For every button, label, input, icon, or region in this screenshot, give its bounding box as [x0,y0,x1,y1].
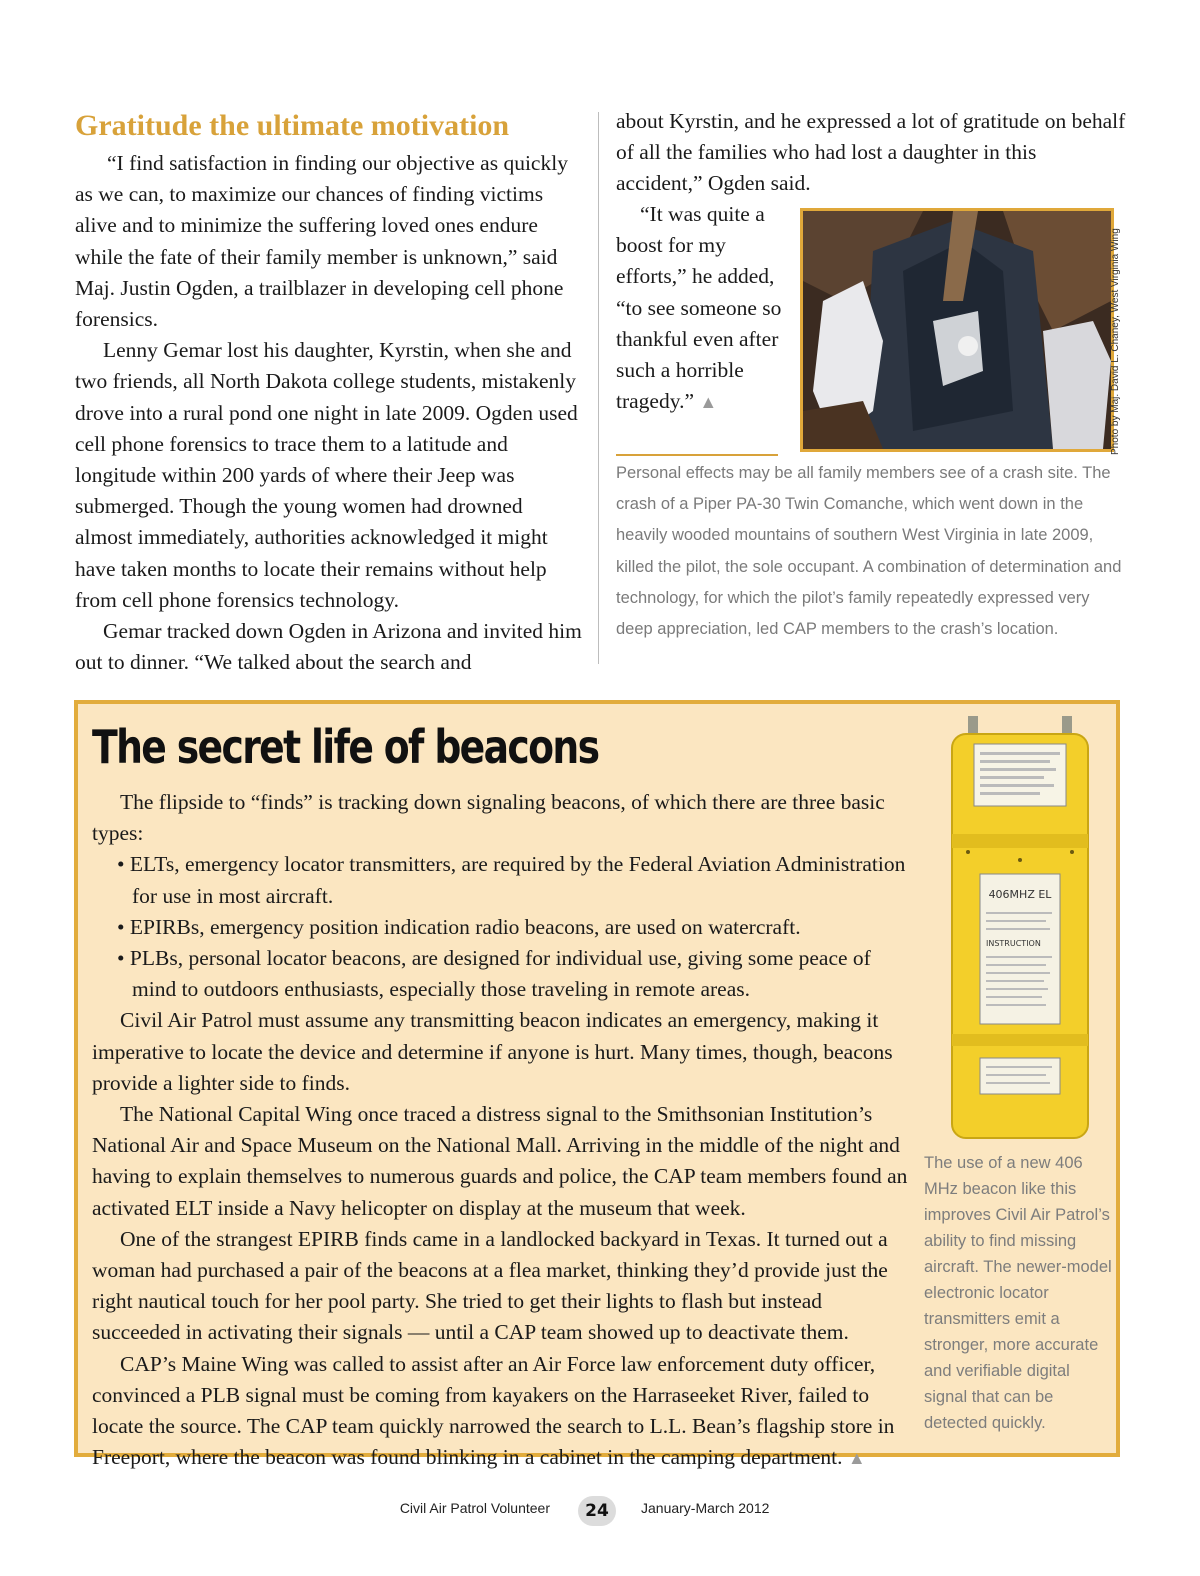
crash-site-photo-graphic [803,211,1111,449]
quote-block [616,199,796,418]
photo-caption: Personal effects may be all family members see of a crash site. The crash of a Piper PA-30 Twin Comanche, which went down in the heavily wooded mountains of southern West Virginia in late 2009, killed the pilot, the sole occupant. A combination of determination and technology, for which the pilot’s family repeatedly expressed very deep appreciation, led CAP members to the crash’s location. [616,464,1122,639]
sidebar-title: The secret life of beacons [92,720,599,774]
sidebar-paragraph: The National Capital Wing once traced a distress signal to the Smithsonian Institution’s National Air and Space Museum on the National Mall. Arriving in the middle of the night and having to explain themselves to numerous guards and police, the CAP team members found an activated ELT inside a Navy helicopter on display at the museum that week. [92,1102,908,1220]
sidebar-body [92,787,912,1474]
sidebar-paragraph: Civil Air Patrol must assume any transmitting beacon indicates an emergency, making it imperative to locate the device and determine if anyone is hurt. Many times, though, beacons provide a lighter side to finds. [92,1008,893,1095]
photo-credit: Photo by Maj. David L. Chaney, West Virginia Wing [1110,228,1121,455]
page-footer [0,1496,1200,1526]
beacon-device-icon [950,716,1090,1141]
device-label: 406MHZ EL [988,888,1052,901]
issue-date: January-March 2012 [641,1500,770,1516]
page-number: 24 [578,1496,616,1526]
quote-text: “It was quite a boost for my efforts,” he added, “to see someone so thankful even after such a horrible tragedy.” [616,202,782,414]
beacons-sidebar [74,700,1120,1470]
right-column [616,106,1126,200]
end-mark-icon: ▲ [699,392,718,413]
end-mark-icon: ▲ [847,1448,866,1469]
article-paragraph: Gemar tracked down Ogden in Arizona and invited him out to dinner. “We talked about the search and [75,619,582,675]
section-heading: Gratitude the ultimate motivation [75,109,510,142]
publication-name: Civil Air Patrol Volunteer [399,1500,550,1516]
beacon-device-image [950,716,1090,1141]
left-column [75,108,585,678]
column-divider [598,112,599,664]
device-caption: The use of a new 406 MHz beacon like this improves Civil Air Patrol’s ability to find missing aircraft. The newer-model electronic locator transmitters emit a stronger, more accurate and verifiable digital signal that can be detected quickly. [924,1154,1112,1432]
sidebar-bullet: • ELTs, emergency locator transmitters, are required by the Federal Aviation Administration for use in most aircraft. [117,852,906,908]
caption-divider [616,454,778,456]
sidebar-bullet: • PLBs, personal locator beacons, are designed for individual use, giving some peace of mind to outdoors enthusiasts, especially those traveling in remote areas. [117,946,871,1002]
sidebar-paragraph: CAP’s Maine Wing was called to assist after an Air Force law enforcement duty officer, convinced a PLB signal must be coming from kayakers on the Harraseeket River, failed to locate the source. The CAP team quickly narrowed the search to L.L. Bean’s flagship store in Freeport, where the beacon was found blinking in a cabinet in the camping department. [92,1351,895,1470]
sidebar-paragraph: One of the strangest EPIRB finds came in a landlocked backyard in Texas. It turned out a woman had purchased a pair of the beacons at a flea market, thinking they’d provide just the right nautical touch for her pool party. She tried to get their lights to flash but instead succeeded in activating their signals — until a CAP team showed up to deactivate them. [92,1226,888,1345]
article-continued: about Kyrstin, and he expressed a lot of gratitude on behalf of all the families who had lost a daughter in this accident,” Ogden said. [616,109,1126,196]
crash-site-photo [800,208,1114,452]
device-sublabel: INSTRUCTION [986,939,1041,948]
article-paragraph: Lenny Gemar lost his daughter, Kyrstin, when she and two friends, all North Dakota college students, mistakenly drove into a rural pond one night in late 2009. Ogden used cell phone forensics to trace them to a latitude and longitude within 200 yards of where their Jeep was submerged. Though the young women had drowned almost immediately, authorities acknowledged it might have taken months to locate their remains without help from cell phone forensics technology. [75,338,578,612]
article-paragraph: “I find satisfaction in finding our objective as quickly as we can, to maximize our chances of finding victims alive and to minimize the suffering loved ones endure while the fate of their family member is unknown,” said Maj. Justin Ogden, a trailblazer in developing cell phone forensics. [75,151,568,332]
sidebar-intro: The flipside to “finds” is tracking down signaling beacons, of which there are three basic types: [92,790,885,846]
sidebar-bullet: • EPIRBs, emergency position indication radio beacons, are used on watercraft. [117,914,801,939]
